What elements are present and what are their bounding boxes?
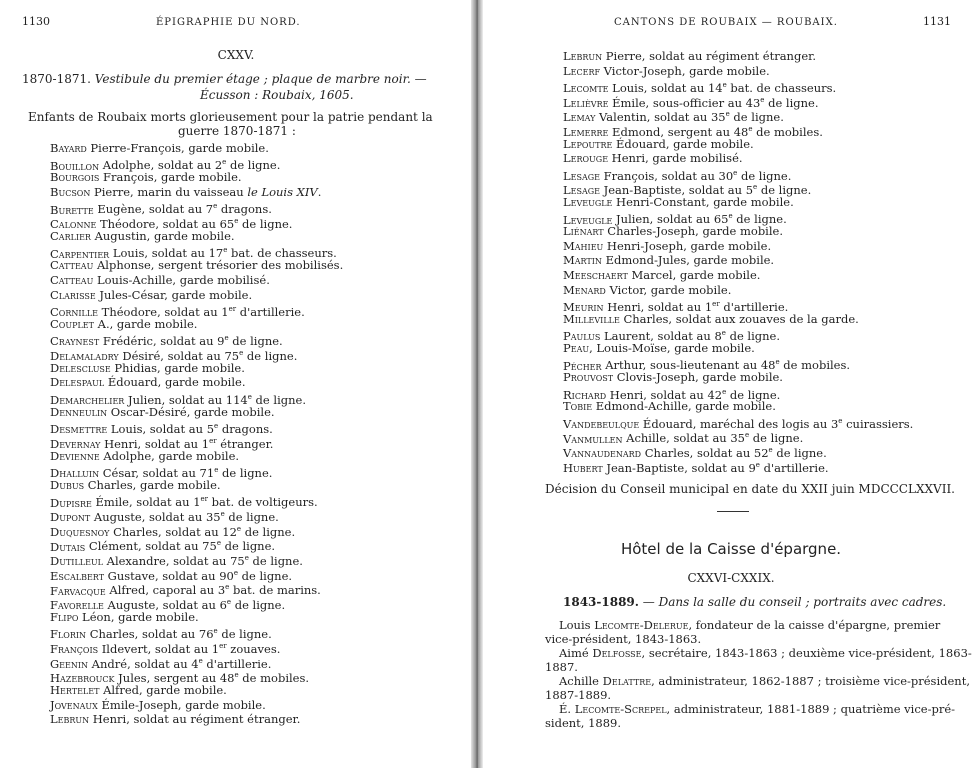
entry-detail: Désiré, soldat au 75e de ligne. <box>118 348 298 363</box>
list-item <box>563 399 776 413</box>
entry-detail: Marcel, garde mobile. <box>627 268 761 282</box>
surname: Bouillon <box>50 158 100 173</box>
list-item <box>50 375 246 389</box>
entry-detail: Adolphe, garde mobile. <box>99 448 240 463</box>
list-item <box>50 712 300 726</box>
entry-detail: François, soldat au 30e de ligne. <box>599 168 792 183</box>
surname: Menard <box>563 282 606 297</box>
entry-detail: André, soldat au 4e d'artillerie. <box>88 656 272 671</box>
given-name: Louis <box>559 618 595 632</box>
entry-detail: Charles, soldat au 12e de ligne. <box>109 524 296 539</box>
surname: Couplet <box>50 316 94 331</box>
surname: Paulus <box>563 329 601 344</box>
entry-detail: Edmond, sergent au 48e de mobiles. <box>608 124 823 139</box>
divider <box>717 511 749 512</box>
entry-detail: Jules, sergent au 48e de mobiles. <box>114 671 310 686</box>
entry-detail: , administrateur, 1862-1887 ; troisième vice-président, <box>651 674 970 688</box>
entry-detail: Adolphe, soldat au 2e de ligne. <box>99 158 281 173</box>
entry-detail: Léon, garde mobile. <box>78 609 199 624</box>
surname: Dupisre <box>50 495 92 510</box>
entry-detail: Auguste, soldat au 6e de ligne. <box>103 597 286 612</box>
entry-detail: Charles, soldat aux zouaves de la garde. <box>619 311 859 326</box>
list-item <box>563 49 816 63</box>
entry-detail: Charles, soldat au 76e de ligne. <box>86 627 272 642</box>
portrait-entry <box>559 674 970 688</box>
surname: Catteau <box>50 258 94 273</box>
entry-detail: Jean-Baptiste, soldat au 5e de ligne. <box>599 183 812 198</box>
page-number: 1130 <box>22 15 50 28</box>
surname: Lesage <box>563 183 600 198</box>
entry-detail: Clément, soldat au 75e de ligne. <box>85 539 276 554</box>
given-name: Aimé <box>559 646 593 660</box>
list-item <box>50 229 235 243</box>
surname: Demarchelier <box>50 392 125 407</box>
list-item <box>563 458 829 475</box>
surname: Lepoutre <box>563 136 613 151</box>
intro-text-cont: guerre 1870-1871 : <box>178 124 296 138</box>
list-item <box>50 361 245 375</box>
surname: Favorelle <box>50 597 104 612</box>
surname: Mahieu <box>563 238 604 253</box>
list-item <box>50 610 199 624</box>
list-item <box>563 195 794 209</box>
list-item <box>563 151 743 165</box>
surname: Hubert <box>563 460 603 475</box>
surname: Bourgois <box>50 170 100 185</box>
surname: Lecomte-Delerue <box>594 618 689 632</box>
portrait-entry-cont: vice-président, 1843-1863. <box>545 632 702 646</box>
surname: Delfosse <box>592 646 642 660</box>
surname: Bucson <box>50 184 91 199</box>
surname: Dhalluin <box>50 466 100 481</box>
list-item <box>563 268 760 282</box>
entry-detail: Émile, sous-officier au 43e de ligne. <box>608 95 819 110</box>
surname: Devernay <box>50 436 101 451</box>
list-item <box>50 273 270 287</box>
surname: Lemay <box>563 110 596 125</box>
surname: Burette <box>50 202 94 217</box>
entry-detail: Arthur, sous-lieutenant au 48e de mobiles. <box>601 358 851 373</box>
entry-detail: Louis-Achille, garde mobilisé. <box>93 272 270 287</box>
list-item <box>50 405 275 419</box>
entry-detail: , fondateur de la caisse d'épargne, premier <box>688 618 941 632</box>
list-item <box>50 449 239 463</box>
surname: Peau <box>563 341 590 355</box>
running-head: CANTONS DE ROUBAIX — ROUBAIX. <box>614 17 838 28</box>
list-item <box>50 185 321 199</box>
surname: Leveugle <box>563 212 613 227</box>
surname: Delattre <box>602 674 652 688</box>
entry-detail: , Louis-Moïse, garde mobile. <box>589 341 755 355</box>
entry-detail: Henri-Joseph, garde mobile. <box>603 238 772 253</box>
surname: Carpentier <box>50 246 110 261</box>
surname: Meurin <box>563 300 604 315</box>
entry-detail: Henri-Constant, garde mobile. <box>612 195 794 209</box>
list-item <box>563 370 783 384</box>
entry-header <box>563 595 946 609</box>
surname: Lebrun <box>50 712 90 727</box>
surname: Florin <box>50 627 87 642</box>
entry-detail: Pierre-François, garde mobile. <box>86 141 269 155</box>
entry-detail: Julien, soldat au 65e de ligne. <box>612 212 787 227</box>
entry-detail: A., garde mobile. <box>93 316 198 331</box>
entry-detail: Henri, soldat au 1er étranger. <box>100 436 274 451</box>
entry-detail: Émile, soldat au 1er bat. de voltigeurs. <box>91 495 318 510</box>
surname: Delescluse <box>50 360 111 375</box>
entry-detail: Augustin, garde mobile. <box>90 228 235 243</box>
surname: Lemerre <box>563 124 609 139</box>
entry-detail: Edmond-Jules, garde mobile. <box>601 253 775 268</box>
portrait-entry-cont: sident, 1889. <box>545 716 622 730</box>
entry-detail: Clovis-Joseph, garde mobile. <box>613 370 783 385</box>
entry-detail: Phidias, garde mobile. <box>110 360 245 375</box>
entry-detail: Alexandre, soldat au 75e de ligne. <box>102 554 303 569</box>
list-item <box>563 64 770 78</box>
entry-location: Vestibule du premier étage ; plaque de marbre noir. — <box>94 72 427 86</box>
list-item <box>563 341 755 355</box>
entry-location-cont: Écusson : Roubaix, 1605. <box>200 88 354 102</box>
entry-detail: Achille, soldat au 35e de ligne. <box>622 431 804 446</box>
surname: Milleville <box>563 311 620 326</box>
entry-detail: César, soldat au 71e de ligne. <box>99 466 273 481</box>
surname: Hazebrouck <box>50 671 115 686</box>
entry-detail: Émile-Joseph, garde mobile. <box>97 697 266 712</box>
surname: Lecomte <box>563 81 609 96</box>
entry-detail: Ildevert, soldat au 1er zouaves. <box>98 641 281 656</box>
section-number: CXXV. <box>217 48 255 62</box>
entry-detail: Valentin, soldat au 35e de ligne. <box>595 110 784 125</box>
surname: Lelièvre <box>563 95 609 110</box>
list-item <box>50 258 343 272</box>
portrait-entry <box>559 646 972 660</box>
entry-detail: , secrétaire, 1843-1863 ; deuxième vice-président, 1863- <box>641 646 972 660</box>
surname: Clarisse <box>50 287 96 302</box>
list-item <box>563 253 774 267</box>
entry-detail: Alfred, caporal au 3e bat. de marins. <box>105 583 321 598</box>
list-item <box>563 312 859 326</box>
surname: François <box>50 641 99 656</box>
entry-detail: Édouard, garde mobile. <box>104 375 246 390</box>
council-decision: Décision du Conseil municipal en date du XXII juin MDCCCLXXVII. <box>545 482 955 496</box>
surname: Jovenaux <box>50 697 98 712</box>
entry-detail: Victor, garde mobile. <box>605 282 732 297</box>
entry-detail: Alphonse, sergent trésorier des mobilisés. <box>93 258 344 273</box>
portrait-entry <box>559 702 955 716</box>
surname: Flipo <box>50 609 79 624</box>
surname: Lecerf <box>563 63 601 78</box>
entry-detail: Gustave, soldat au 90e de ligne. <box>104 568 293 583</box>
portrait-entry <box>559 618 940 632</box>
running-head: ÉPIGRAPHIE DU NORD. <box>156 17 301 28</box>
entry-detail: Charles, soldat au 52e de ligne. <box>641 446 827 461</box>
surname: Leveugle <box>563 195 613 209</box>
list-item <box>50 683 227 697</box>
entry-detail: , administrateur, 1881-1889 ; quatrième vice-pré- <box>666 702 956 716</box>
given-name: É. <box>559 702 575 716</box>
entry-detail: Auguste, soldat au 35e de ligne. <box>90 510 279 525</box>
surname: Lerouge <box>563 151 609 166</box>
surname: Dubus <box>50 477 85 492</box>
list-item <box>50 170 242 184</box>
surname: Dutais <box>50 539 86 554</box>
entry-detail: Louis, soldat au 5e dragons. <box>107 422 273 437</box>
entry-detail: Jean-Baptiste, soldat au 9e d'artillerie. <box>602 460 829 475</box>
surname: Delamaladry <box>50 348 119 363</box>
entry-detail: Théodore, soldat au 1er d'artillerie. <box>98 304 305 319</box>
list-item <box>50 698 266 712</box>
portrait-entry-cont: 1887-1889. <box>545 688 612 702</box>
surname: Duquesnoy <box>50 524 110 539</box>
entry-detail: Henri, soldat au 1er d'artillerie. <box>603 300 789 315</box>
list-item <box>563 283 731 297</box>
list-item <box>563 137 754 151</box>
surname: Vannaudenard <box>563 446 642 461</box>
surname: Martin <box>563 253 602 268</box>
surname: Dupont <box>50 510 91 525</box>
surname: Vandebeulque <box>563 416 640 431</box>
entry-detail: Louis, soldat au 17e bat. de chasseurs. <box>109 246 337 261</box>
surname: Cornille <box>50 304 99 319</box>
entry-detail: Oscar-Désiré, garde mobile. <box>107 404 275 419</box>
surname: Prouvost <box>563 370 614 385</box>
entry-detail: Pierre, marin du vaisseau le Louis XIV. <box>90 184 322 199</box>
surname: Catteau <box>50 272 94 287</box>
entry-detail: Edmond-Achille, garde mobile. <box>592 399 776 414</box>
entry-detail: François, garde mobile. <box>99 170 242 185</box>
right-page <box>483 0 979 768</box>
intro-text: Enfants de Roubaix morts glorieusement pour la patrie pendant la <box>28 110 433 124</box>
entry-detail: Victor-Joseph, garde mobile. <box>600 63 770 78</box>
surname: Desmettre <box>50 422 108 437</box>
portrait-entry-cont: 1887. <box>545 660 578 674</box>
entry-detail: Édouard, maréchal des logis au 3e cuirassiers. <box>639 416 914 431</box>
surname: Craynest <box>50 334 100 349</box>
surname: Calonne <box>50 217 97 232</box>
surname: Vanmullen <box>563 431 623 446</box>
surname: Escalbert <box>50 568 105 583</box>
list-item <box>563 239 771 253</box>
surname: Bayard <box>50 141 87 155</box>
surname: Liénart <box>563 224 604 239</box>
entry-detail: Charles-Joseph, garde mobile. <box>603 224 783 239</box>
entry-detail: Jules-César, garde mobile. <box>95 287 253 302</box>
entry-detail: Théodore, soldat au 65e de ligne. <box>96 217 293 232</box>
section-heading: Hôtel de la Caisse d'épargne. <box>620 540 842 558</box>
entry-detail: Frédéric, soldat au 9e de ligne. <box>99 334 283 349</box>
entry-detail: Alfred, garde mobile. <box>99 683 227 698</box>
surname: Pécher <box>563 358 602 373</box>
surname: Delespaul <box>50 375 105 390</box>
given-name: Achille <box>559 674 603 688</box>
entry-detail: Édouard, garde mobile. <box>612 136 754 151</box>
surname: Devienne <box>50 448 100 463</box>
book-gutter <box>471 0 483 768</box>
entry-detail: Charles, garde mobile. <box>84 477 221 492</box>
entry-detail: Henri, soldat au régiment étranger. <box>89 712 301 727</box>
surname: Dutilleul <box>50 554 103 569</box>
entry-location: — Dans la salle du conseil ; portraits avec cadres. <box>642 595 947 609</box>
surname: Farvacque <box>50 583 106 598</box>
surname: Lebrun <box>563 49 603 63</box>
left-page <box>0 0 472 768</box>
surname: Hertelet <box>50 683 100 698</box>
entry-detail: Henri, garde mobilisé. <box>608 151 743 166</box>
entry-detail: Pierre, soldat au régiment étranger. <box>602 49 817 63</box>
surname: Denneulin <box>50 404 108 419</box>
entry-header <box>22 72 427 86</box>
list-item <box>50 288 252 302</box>
entry-date: 1870-1871. <box>22 72 91 86</box>
entry-detail: Laurent, soldat au 8e de ligne. <box>600 329 781 344</box>
surname: Meeschaert <box>563 268 628 282</box>
list-item <box>563 224 783 238</box>
surname: Lecomte-Screpel <box>574 702 667 716</box>
list-item <box>50 478 221 492</box>
entry-detail: Henri, soldat au 42e de ligne. <box>606 387 781 402</box>
surname: Lesage <box>563 168 600 183</box>
entry-detail: Louis, soldat au 14e bat. de chasseurs. <box>608 81 837 96</box>
surname: Tobie <box>563 399 593 414</box>
page-number: 1131 <box>923 15 951 28</box>
surname: Geenin <box>50 656 89 671</box>
list-item <box>50 317 197 331</box>
entry-detail: Julien, soldat au 114e de ligne. <box>124 392 306 407</box>
list-item <box>50 141 269 155</box>
entry-detail: Eugène, soldat au 7e dragons. <box>93 202 272 217</box>
entry-date: 1843-1889. <box>563 595 639 609</box>
surname: Richard <box>563 387 607 402</box>
section-number: CXXVI-CXXIX. <box>687 571 775 585</box>
surname: Carlier <box>50 228 91 243</box>
